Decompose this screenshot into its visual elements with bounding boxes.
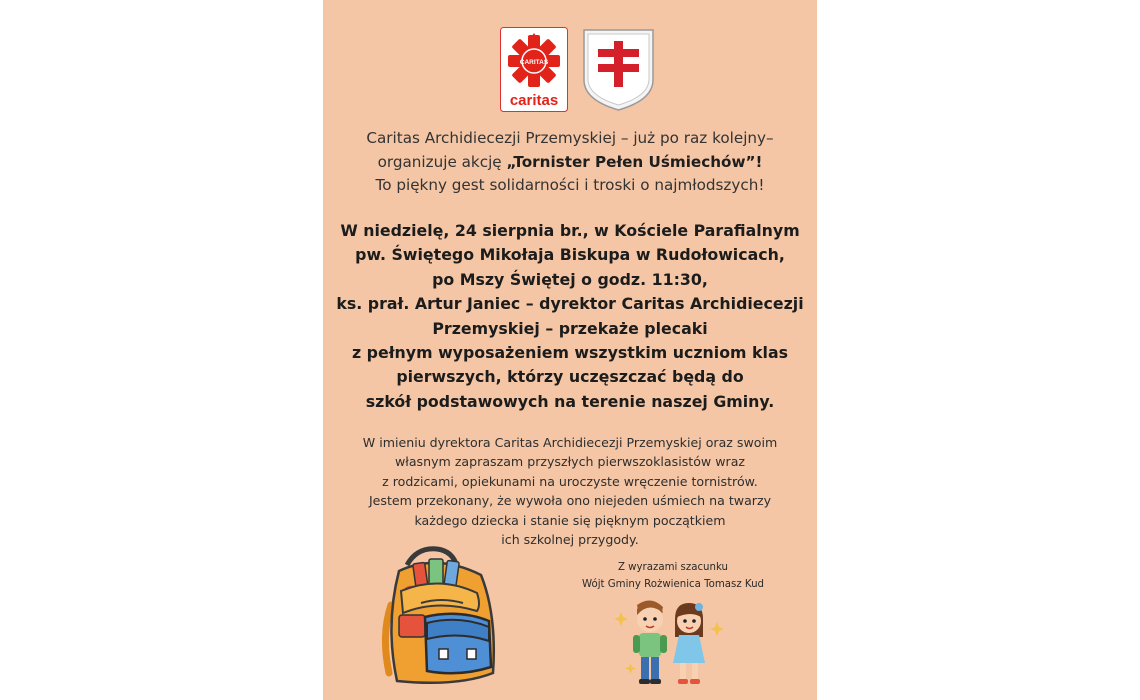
event-line: W niedzielę, 24 sierpnia br., w Kościele Parafialnym <box>340 221 800 240</box>
invitation-text <box>337 433 803 549</box>
event-line: ks. prał. Artur Janiec – dyrektor Caritas Archidiecezji <box>336 294 804 314</box>
event-line: szkół podstawowych na terenie naszej Gminy. <box>365 391 775 411</box>
campaign-name: „Tornister Pełen Uśmiechów”! <box>506 152 763 171</box>
intro-text <box>333 127 807 198</box>
intro-line-2 <box>333 151 807 175</box>
event-line: z pełnym wyposażeniem wszystkim uczniom klas <box>351 343 789 363</box>
backpack-icon <box>377 545 502 690</box>
invite-line: z rodzicami, opiekunami na uroczyste wręczenie tornistrów. <box>382 473 758 489</box>
signature <box>573 559 773 593</box>
intro-line-2-prefix: organizuje akcję <box>377 152 507 171</box>
caritas-wordmark: caritas <box>509 92 559 109</box>
event-line: po Mszy Świętej o godz. 11:30, <box>432 269 708 289</box>
caritas-ring-text: CARITAS <box>519 59 549 66</box>
invite-line: każdego dziecka i stanie się pięknym początkiem <box>414 512 726 528</box>
coat-of-arms-icon <box>581 28 656 112</box>
event-line: Przemyskiej – przekaże plecaki <box>432 318 708 338</box>
signature-greeting: Z wyrazami szacunku <box>617 562 729 573</box>
invite-line: ich szkolnej przygody. <box>501 532 639 548</box>
children-icon <box>615 597 723 689</box>
signature-name: Wójt Gminy Rożwienica Tomasz Kud <box>581 579 765 590</box>
invite-line: W imieniu dyrektora Caritas Archidiecezji Przemyskiej oraz swoim <box>362 435 778 450</box>
event-line: pw. Świętego Mikołaja Biskupa w Rudołowicach, <box>355 245 785 265</box>
intro-line-3: To piękny gest solidarności i troski o najmłodszych! <box>375 176 765 194</box>
event-line: pierwszych, którzy uczęszczać będą do <box>396 367 744 387</box>
invite-line: własnym zapraszam przyszłych pierwszoklasistów wraz <box>394 454 746 470</box>
intro-line-1: Caritas Archidiecezji Przemyskiej – już po raz kolejny– <box>366 129 774 147</box>
caritas-logo <box>500 27 568 112</box>
event-details <box>331 219 809 414</box>
poster <box>323 0 817 700</box>
invite-line: Jestem przekonany, że wywoła ono niejeden uśmiech na twarzy <box>368 493 772 509</box>
